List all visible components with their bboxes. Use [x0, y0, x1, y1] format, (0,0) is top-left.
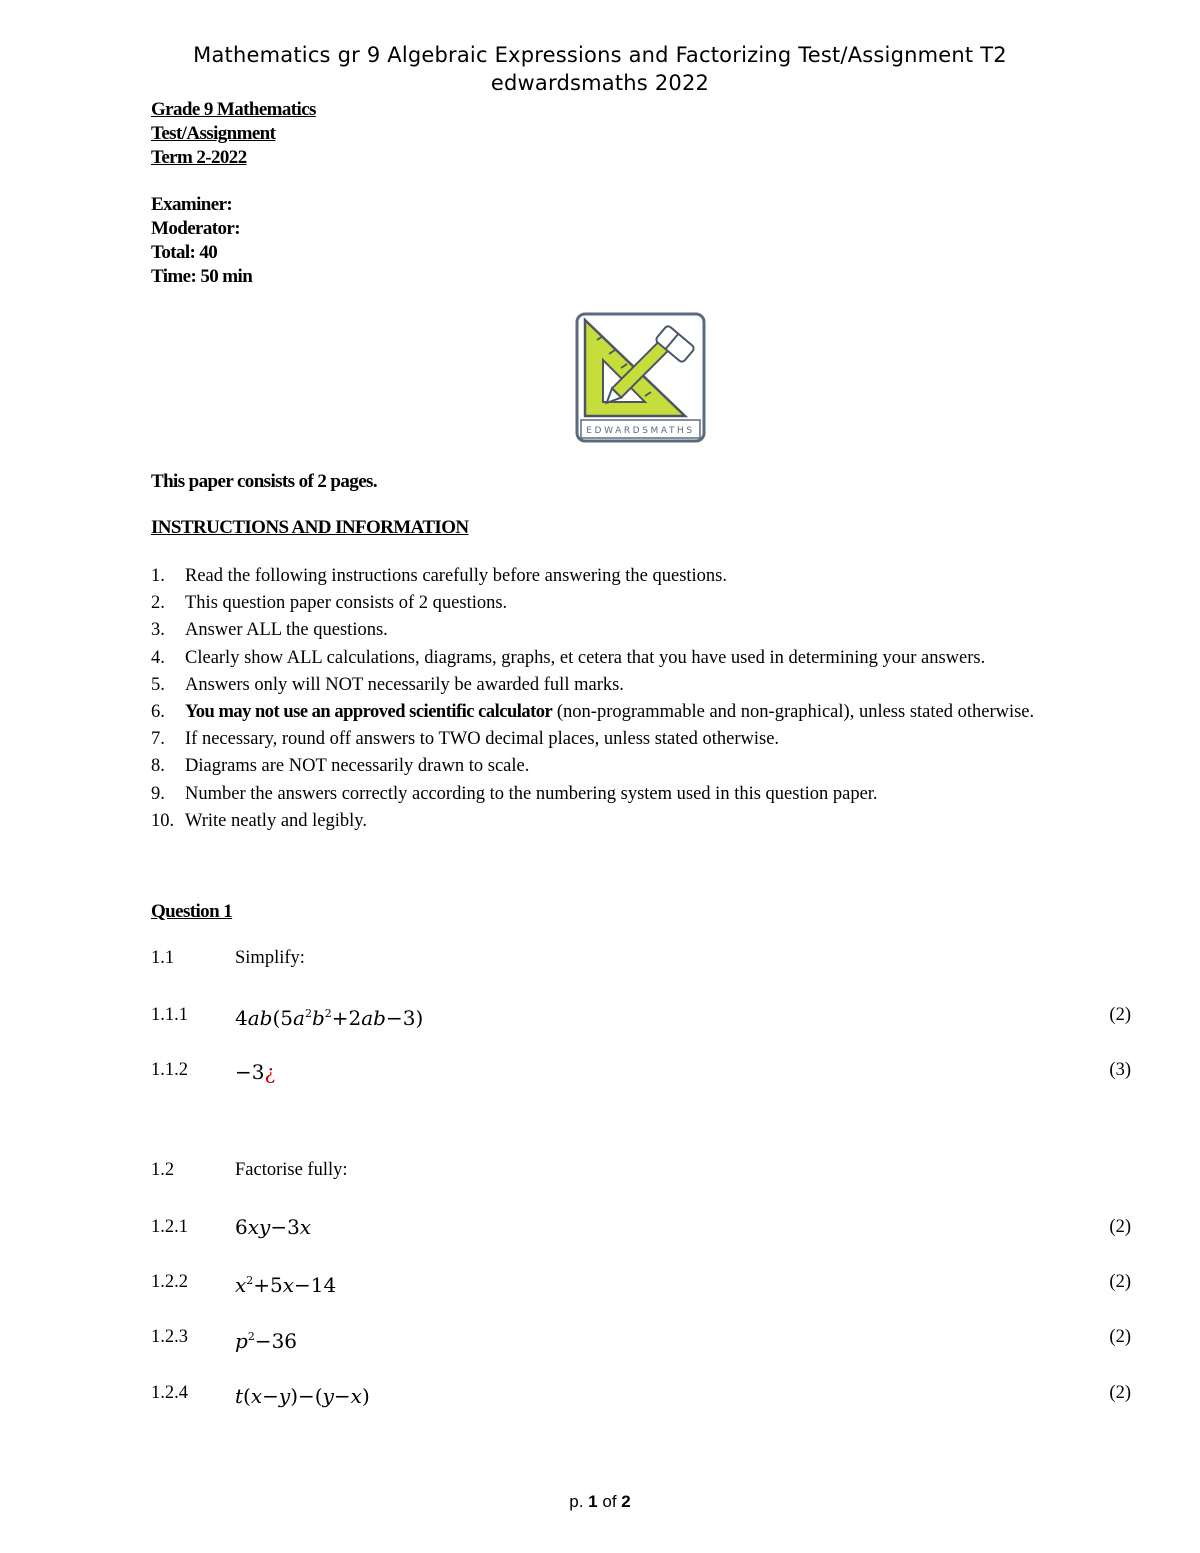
expression: $4ab(5a^2b^2+2ab-3)$: [235, 1006, 424, 1030]
marks: (2): [1109, 1383, 1131, 1403]
marks: (2): [1109, 1327, 1131, 1347]
item-text: Clearly show ALL calculations, diagrams, graphs, et cetera that you have used in determining your answers.: [185, 647, 986, 668]
expression: [235, 1060, 275, 1084]
instructions-heading: INSTRUCTIONS AND INFORMATION: [151, 517, 469, 538]
pages-note: This paper consists of 2 pages.: [151, 471, 377, 492]
page-footer: [0, 1492, 1200, 1512]
item-text: [185, 699, 1131, 726]
term-heading: Term 2-2022: [151, 147, 247, 168]
item-number: 1.: [151, 566, 165, 586]
item-text: Answers only will NOT necessarily be awarded full marks.: [185, 674, 624, 695]
list-item: [151, 699, 1131, 726]
question-1-2-3: [151, 1327, 1131, 1357]
expression: t(x−y)−(y−x): [235, 1384, 370, 1408]
expression: $x^2+5x-14$: [235, 1273, 337, 1297]
item-number: 10.: [151, 810, 175, 831]
logo-text: EDWARDSMATHS: [586, 426, 695, 436]
item-bold-text: You may not use an approved scientific calculator: [185, 702, 553, 723]
marks: (2): [1109, 1217, 1131, 1237]
question-1-2: [151, 1160, 1131, 1190]
item-number: 2.: [151, 593, 165, 614]
question-number: 1.2.1: [151, 1217, 188, 1237]
list-item: [151, 753, 1131, 780]
item-text: Read the following instructions carefully before answering the questions.: [185, 566, 728, 586]
question-1-2-4: [151, 1383, 1131, 1413]
header-title: Mathematics gr 9 Algebraic Expressions and Factorizing Test/Assignment T2: [193, 43, 1007, 67]
question-number: 1.2.2: [151, 1272, 188, 1292]
item-text: This question paper consists of 2 questions.: [185, 593, 508, 614]
question-number: 1.2: [151, 1160, 175, 1180]
question-number: 1.2.4: [151, 1383, 188, 1403]
marks: (2): [1109, 1005, 1131, 1025]
question-label: Factorise fully:: [235, 1160, 348, 1180]
marks: (3): [1109, 1060, 1131, 1080]
examiner-label: Examiner:: [151, 194, 233, 215]
question-number: 1.1.2: [151, 1060, 188, 1080]
footer-page-number: 1: [588, 1492, 598, 1511]
item-number: 6.: [151, 702, 165, 723]
item-rest-text: (non-programmable and non-graphical), unless stated otherwise.: [552, 702, 1035, 723]
list-item: [151, 645, 1131, 672]
moderator-label: Moderator:: [151, 218, 240, 239]
time-label: Time: 50 min: [151, 266, 253, 287]
question-1-2-1: [151, 1217, 1131, 1247]
expression: 6xy−3x: [235, 1215, 312, 1239]
footer-page-total: 2: [621, 1492, 631, 1511]
item-number: 3.: [151, 620, 165, 641]
list-item: [151, 563, 1131, 590]
question-number: 1.1.1: [151, 1005, 188, 1025]
list-item: [151, 781, 1131, 808]
item-number: 5.: [151, 674, 165, 695]
question-1-1-2: [151, 1060, 1131, 1090]
footer-prefix: p.: [569, 1492, 589, 1511]
question-1-title: Question 1: [151, 901, 233, 922]
header-subtitle: edwardsmaths 2022: [490, 71, 710, 95]
list-item: [151, 590, 1131, 617]
expression: $p^2-36$: [235, 1329, 298, 1353]
edwardsmaths-logo: [575, 312, 706, 443]
total-label: Total: 40: [151, 242, 218, 263]
question-1-1: [151, 948, 1131, 978]
error-glyph: ¿: [264, 1060, 276, 1084]
item-text: Number the answers correctly according to the numbering system used in this question paper.: [185, 783, 878, 804]
footer-of: of: [597, 1492, 622, 1511]
set-square-pencil-icon: [575, 312, 706, 443]
item-number: 9.: [151, 783, 165, 804]
instructions-list: [151, 563, 1131, 835]
item-text: Write neatly and legibly.: [185, 810, 367, 831]
question-number: 1.2.3: [151, 1327, 188, 1347]
question-number: 1.1: [151, 948, 175, 968]
question-label: Simplify:: [235, 948, 305, 968]
list-item: [151, 808, 1131, 835]
expression-text: −3: [235, 1060, 265, 1084]
item-text: Answer ALL the questions.: [185, 620, 388, 641]
question-1-1-1: [151, 1005, 1131, 1035]
list-item: [151, 617, 1131, 644]
list-item: [151, 726, 1131, 753]
item-text: If necessary, round off answers to TWO decimal places, unless stated otherwise.: [185, 729, 780, 750]
item-text: Diagrams are NOT necessarily drawn to scale.: [185, 756, 530, 777]
item-number: 4.: [151, 647, 165, 668]
question-1-2-2: [151, 1272, 1131, 1302]
item-number: 8.: [151, 756, 165, 777]
grade-heading: Grade 9 Mathematics: [151, 99, 316, 120]
list-item: [151, 672, 1131, 699]
marks: (2): [1109, 1272, 1131, 1292]
item-number: 7.: [151, 729, 165, 750]
kind-heading: Test/Assignment: [151, 123, 276, 144]
